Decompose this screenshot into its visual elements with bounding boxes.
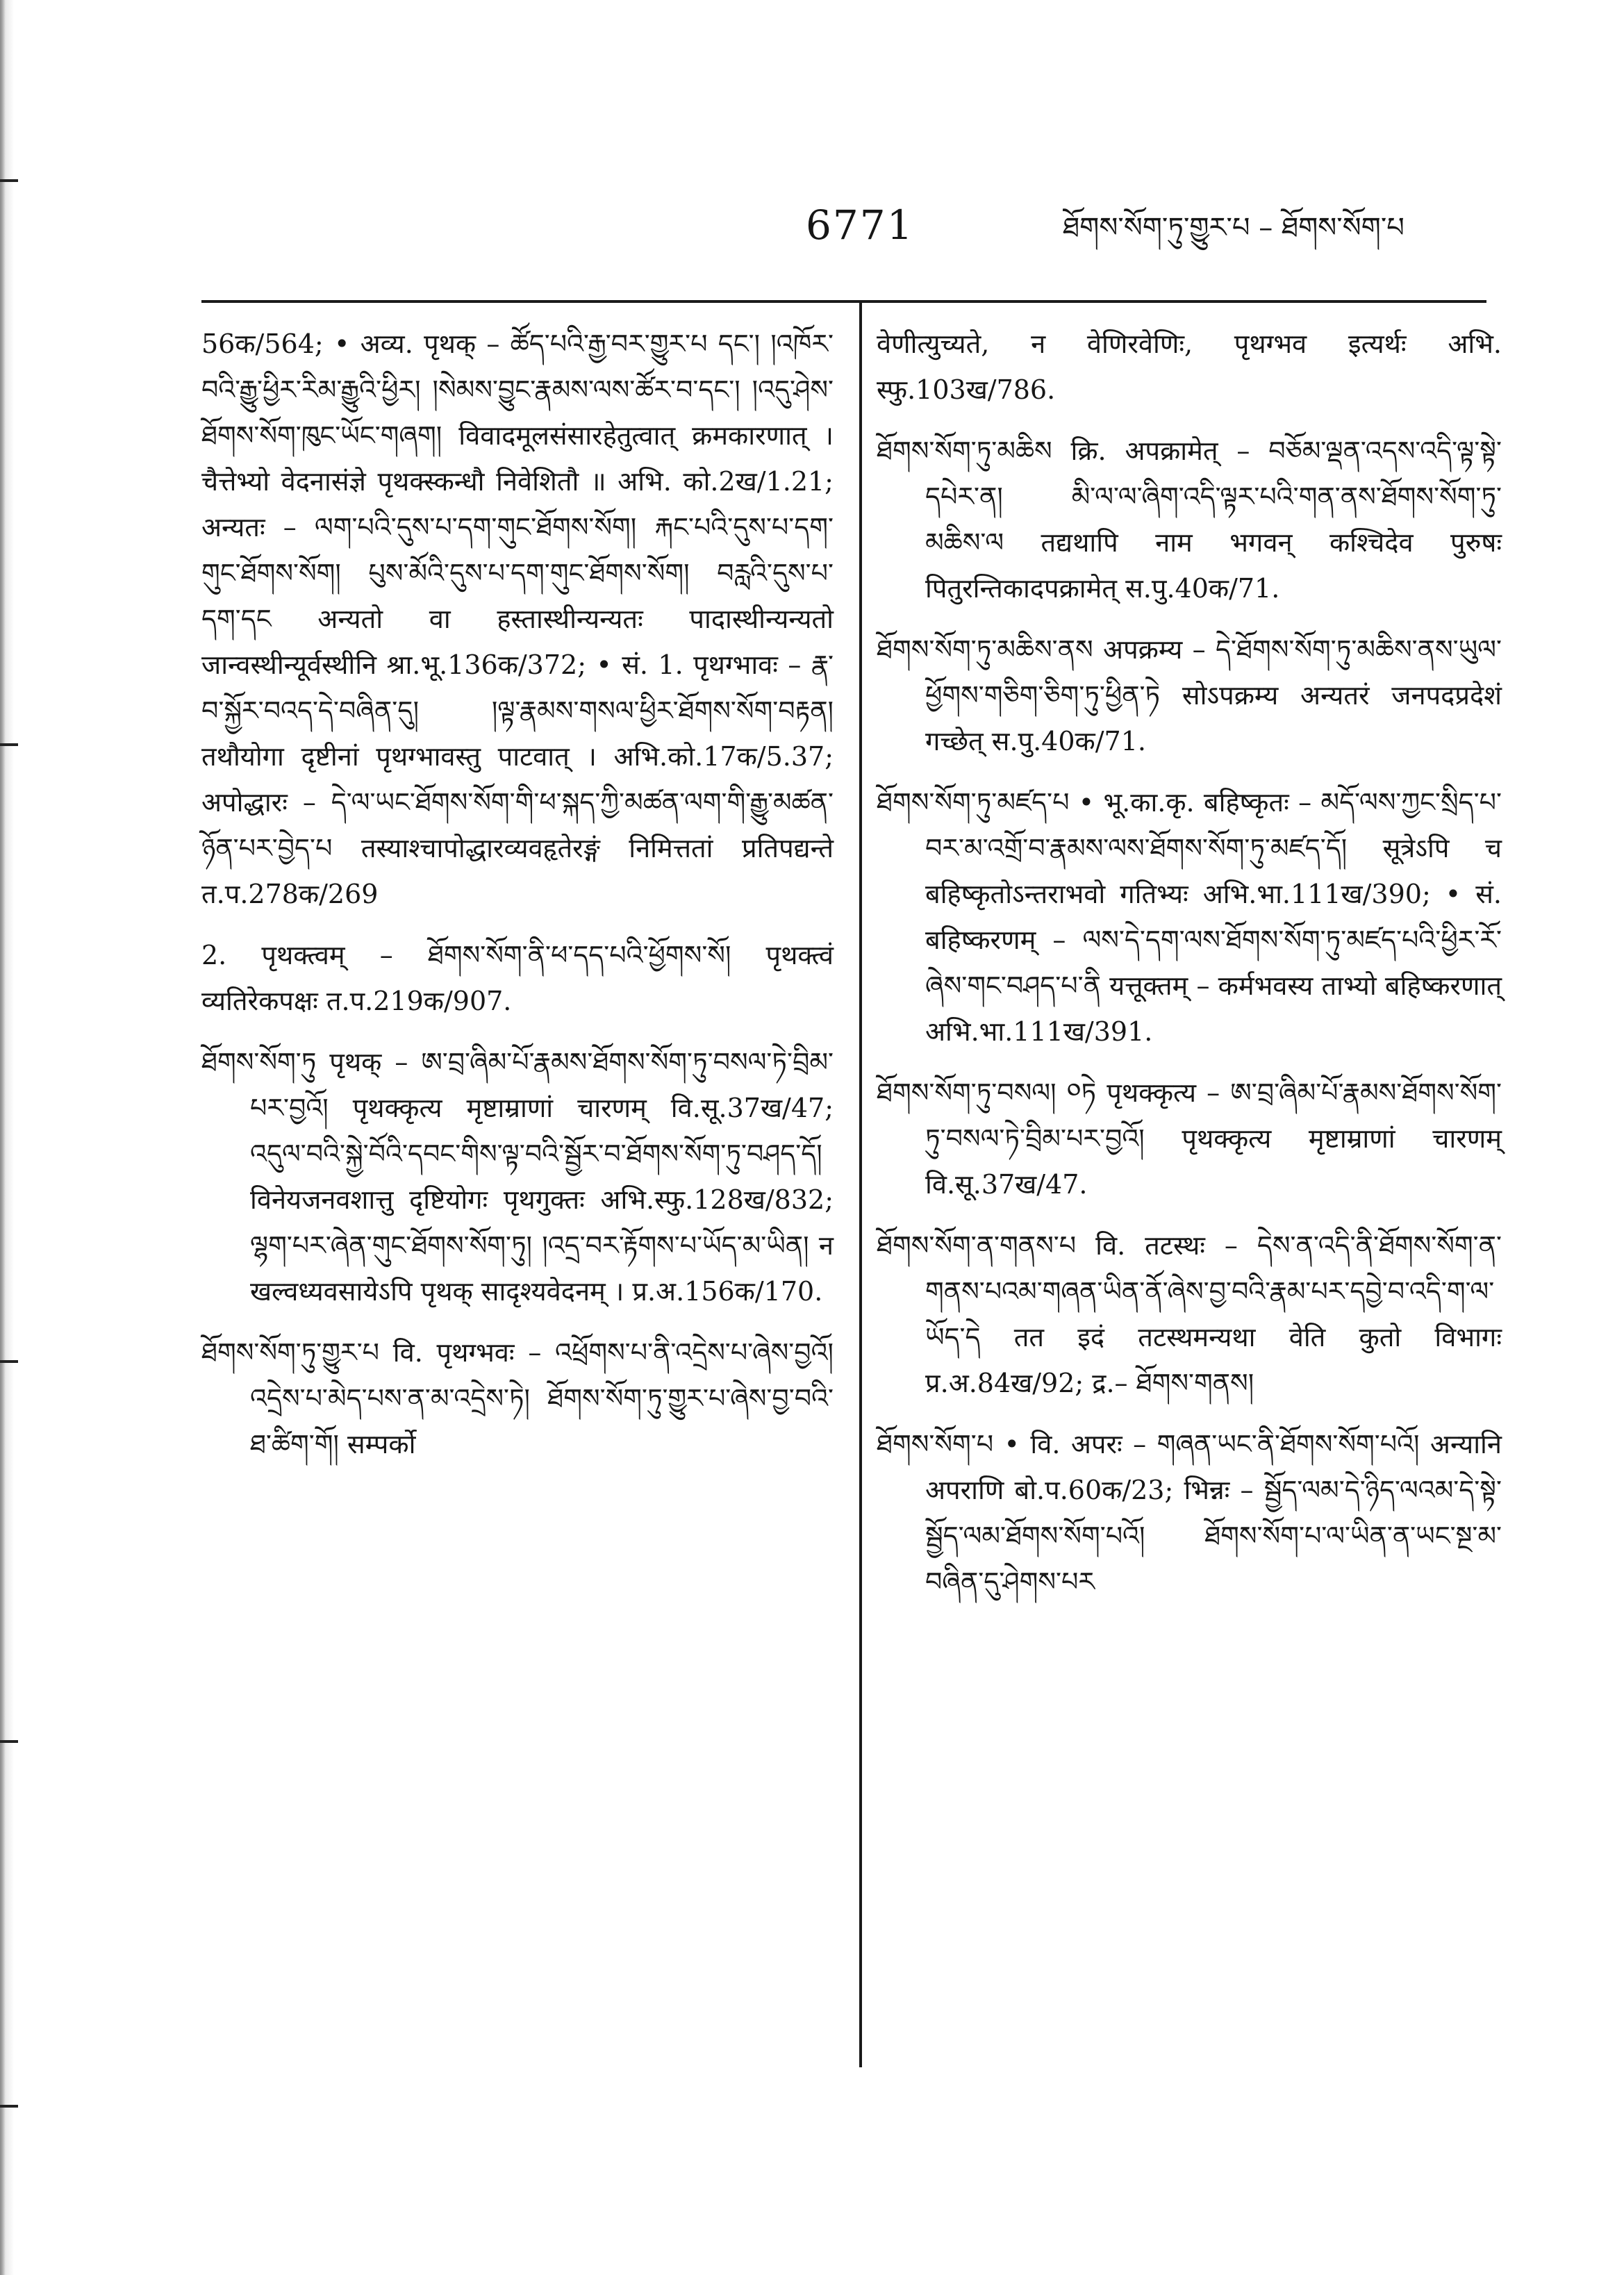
dictionary-entry <box>201 1330 834 1467</box>
left-column <box>201 321 834 1482</box>
entry-text: 56क/564; • अव्य. पृथक् – ཚོད་པའི་རྒྱ་བར་གྱུར་པ དང་། །འཁོར་བའི་རྒྱུ་ཕྱིར་རིམ་རྒྱུའི་ཕྱིར། །སེམས་བྱུང་རྣམས་ལས་ཚོར་བ་དང་། །འདུ་ཤེས་ཐོགས་སོག་ཁུང་ཡོང་གཞག། विवादमूलसंसारहेतुत्वात् क्रमकारणात् । चैत्तेभ्यो वेदनासंज्ञे पृथक्स्कन्धौ निवेशितौ ॥ अभि. को.2ख/1.21; अन्यतः – ལག་པའི་དུས་པ་དག་གུང་ཐོགས་སོག། རྐང་པའི་དུས་པ་དག་གུང་ཐོགས་སོག། པུས་མོའི་དུས་པ་དག་གུང་ཐོགས་སོག། བརླའི་དུས་པ་དག་དང अन्यतो वा हस्तास्थीन्यन्यतः पादास्थीन्यन्यतो जान्वस्थीन्यूर्वस्थीनि श्रा.भू.136क/372; • सं. 1. पृथग्भावः – རྣ་བ་སྐྱོར་བའད་དེ་བཞིན་དུ། །ལྟ་རྣམས་གསལ་ཕྱིར་ཐོགས་སོག་བརྟན། तथौयोगा दृष्टीनां पृथग्भावस्तु पाटवात् । अभि.को.17क/5.37; अपोद्धारः – དེ་ལ་ཡང་ཐོགས་སོག་གི་ཕ་སྐད་ཀྱི་མཚན་ལག་གི་རྒྱུ་མཚན་ཉོན་པར་བྱེད་པ तस्याश्चापोद्धारव्यवहृतेरङ्गं निमित्ततां प्रतिपद्यन्ते त.प.278क/269 <box>201 329 834 909</box>
scan-mark <box>0 2105 18 2108</box>
entry-text: ཐོགས་སོག་ཏུ་གྱུར་པ वि. पृथग्भवः – འཕྲོགས་པ་ནི་འདྲེས་པ་ཞེས་བྱའོ། འདྲེས་པ་མེད་པས་ན་མ་འདྲེས་ཏེ། ཐོགས་སོག་ཏུ་གྱུར་པ་ཞེས་བྱ་བའི་ཐ་ཚིག་གོ། सम्पर्को <box>201 1337 834 1459</box>
column-divider <box>859 303 862 2067</box>
entry-text: ཐོགས་སོག་ཏུ་མཛད་པ • भू.का.कृ. बहिष्कृतः – མདོ་ལས་ཀྱང་སྲིད་པ་བར་མ་འགྲོ་བ་རྣམས་ལས་ཐོགས་སོག་ཏུ་མཛད་དོ། सूत्रेऽपि च बहिष्कृतोऽन्तराभवो गतिभ्यः अभि.भा.111ख/390; • सं. बहिष्करणम् – ལས་དེ་དག་ལས་ཐོགས་སོག་ཏུ་མཛད་པའི་ཕྱིར་རོ་ཞེས་གང་བཤད་པ་ནི यत्तूक्तम् – कर्मभवस्य ताभ्यो बहिष्करणात् अभि.भा.111ख/391. <box>877 787 1502 1047</box>
dictionary-entry <box>201 321 834 917</box>
entry-text: 2. पृथक्त्वम् – ཐོགས་སོག་ནི་ཕ་དད་པའི་ཕྱོགས་སོ། पृथक्त्वं व्यतिरेकपक्षः त.प.219क/907. <box>201 940 834 1016</box>
page-number: 6771 <box>806 201 914 249</box>
entry-text: वेणीत्युच्यते, न वेणिरवेणिः, पृथग्भव इत्यर्थः अभि. स्फु.103ख/786. <box>877 329 1502 405</box>
dictionary-entry <box>877 779 1502 1054</box>
scan-mark <box>0 1360 18 1363</box>
dictionary-entry <box>877 321 1502 413</box>
dictionary-entry <box>877 428 1502 611</box>
dictionary-entry <box>201 932 834 1024</box>
entry-text: ཐོགས་སོག་པ • वि. अपरः – གཞན་ཡང་ནི་ཐོགས་སོག་པའོ། अन्यानि अपराणि बो.प.60क/23; भिन्नः – སྦྱོད་ལམ་དེ་ཉིད་ལའམ་དེ་སྟེ་སྦྱོད་ལམ་ཐོགས་སོག་པའོ། ཐོགས་སོག་པ་ལ་ཡིན་ན་ཡང་སྔ་མ་བཞིན་དུ་ཤེགས་པར <box>877 1429 1502 1597</box>
entry-text: ཐོགས་སོག་ཏུ་མཆིས क्रि. अपक्रामेत् – བཅོམ་ལྡན་འདས་འདི་ལྟ་སྟེ་དཔེར་ན། མི་ལ་ལ་ཞིག་འདི་ལྟར་པའི་གན་ནས་ཐོགས་སོག་ཏུ་མཆིས་ལ तद्यथापि नाम भगवन् कश्चिदेव पुरुषः पितुरन्तिकादपक्रामेत् स.पु.40क/71. <box>877 436 1502 604</box>
dictionary-entry <box>877 627 1502 764</box>
scan-mark <box>0 179 18 182</box>
dictionary-entry <box>877 1070 1502 1207</box>
dictionary-entry <box>201 1039 834 1314</box>
scan-mark <box>0 743 18 746</box>
entry-text: ཐོགས་སོག་ཏུ पृथक् – ཨ་བྲ་ཞིམ་པོ་རྣམས་ཐོགས་སོག་ཏུ་བསལ་ཏེ་བྲིམ་པར་བྱའོ། पृथक्कृत्य मृष्टाम्राणां चारणम् वि.सू.37ख/47; འདུལ་བའི་སྐྱེ་བོའི་དབང་གིས་ལྟ་བའི་སྦྱོར་བ་ཐོགས་སོག་ཏུ་བཤད་དོ། विनेयजनवशात्तु दृष्टियोगः पृथगुक्तः अभि.स्फु.128ख/832; ལྷག་པར་ཞེན་གུང་ཐོགས་སོག་ཏུ། །འདྲ་བར་རྟོགས་པ་ཡོད་མ་ཡིན། न खल्वध्यवसायेऽपि पृथक् सादृश्यवेदनम् । प्र.अ.156क/170. <box>201 1047 834 1307</box>
running-head: ཐོགས་སོག་ཏུ་གྱུར་པ – ཐོགས་སོག་པ <box>1063 212 1405 244</box>
scan-mark <box>0 1740 18 1743</box>
dictionary-entry <box>877 1421 1502 1605</box>
entry-text: ཐོགས་སོག་ཏུ་མཆིས་ནས अपक्रम्य – དེ་ཐོགས་སོག་ཏུ་མཆིས་ནས་ཡུལ་ཕྱོགས་གཅིག་ཅིག་ཏུ་ཕྱིན་ཏེ सोऽपक्रम्य अन्यतरं जनपदप्रदेशं गच्छेत् स.पु.40क/71. <box>877 634 1502 756</box>
right-column <box>877 321 1502 1620</box>
dictionary-entry <box>877 1223 1502 1406</box>
scan-edge-shadow <box>0 0 24 2275</box>
entry-text: ཐོགས་སོག་ཏུ་བསལ། ༠ཏེ पृथक्कृत्य – ཨ་བྲ་ཞིམ་པོ་རྣམས་ཐོགས་སོག་ཏུ་བསལ་ཏེ་བྲིམ་པར་བྱའོ། पृथक्कृत्य मृष्टाम्राणां चारणम् वि.सू.37ख/47. <box>877 1077 1502 1200</box>
header-rule <box>201 300 1486 303</box>
entry-text: ཐོགས་སོག་ན་གནས་པ वि. तटस्थः – དེས་ན་འདི་ནི་ཐོགས་སོག་ན་གནས་པའམ་གཞན་ཡིན་ནོ་ཞེས་བྱ་བའི་རྣམ་པར་དབྱེ་བ་འདི་ག་ལ་ཡོད་དེ तत इदं तटस्थमन्यथा वेति कुतो विभागः प्र.अ.84ख/92; द्र.– ཐོགས་གནས། <box>877 1230 1502 1398</box>
